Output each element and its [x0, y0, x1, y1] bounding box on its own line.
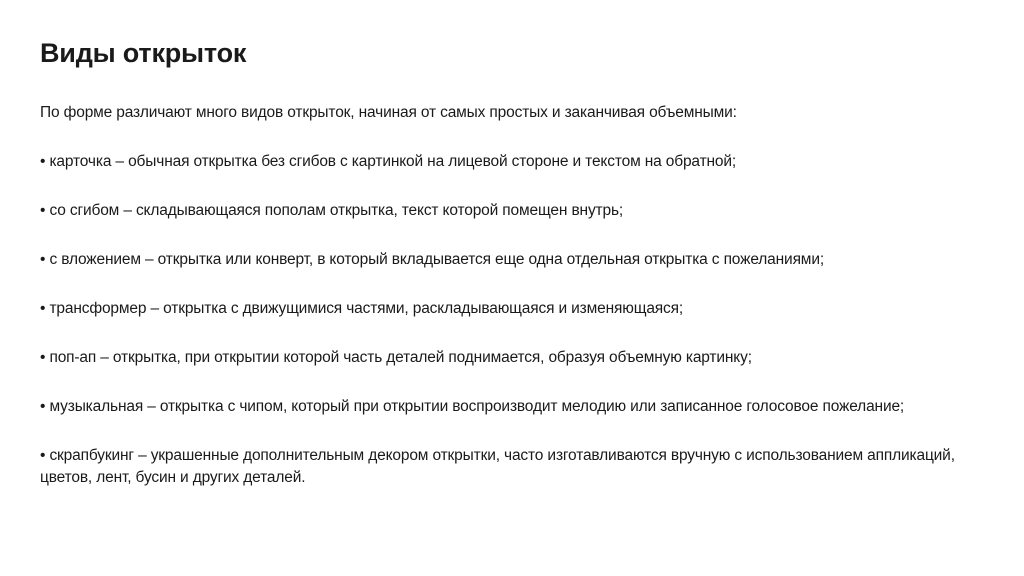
card-types-list	[40, 151, 980, 489]
list-item	[40, 151, 980, 173]
list-item-text: трансформер – открытка с движущимися частями, раскладывающаяся и изменяющаяся;	[49, 300, 684, 317]
list-item-text: поп-ап – открытка, при открытии которой часть деталей поднимается, образуя объемную картинку;	[49, 349, 752, 366]
bullet-icon: •	[40, 202, 46, 219]
slide-title: Виды открыток	[40, 38, 247, 68]
list-item	[40, 249, 980, 271]
list-item-text: со сгибом – складывающаяся пополам открытка, текст которой помещен внутрь;	[49, 202, 624, 219]
list-item-text: скрапбукинг – украшенные дополнительным декором открытки, часто изготавливаются вручную с использованием аппликаций, цветов, лент, бусин и других деталей.	[40, 447, 955, 486]
list-item	[40, 347, 980, 369]
list-item-text: музыкальная – открытка с чипом, который при открытии воспроизводит мелодию или записанное голосовое пожелание;	[49, 398, 905, 415]
slide-content	[40, 102, 980, 516]
bullet-icon: •	[40, 251, 46, 268]
list-item	[40, 298, 980, 320]
list-item	[40, 200, 980, 222]
bullet-icon: •	[40, 349, 46, 366]
intro-paragraph: По форме различают много видов открыток, начиная от самых простых и заканчивая объемными:	[40, 104, 737, 121]
list-item-text: с вложением – открытка или конверт, в который вкладывается еще одна отдельная открытка с пожеланиями;	[49, 251, 824, 268]
list-item	[40, 396, 980, 418]
bullet-icon: •	[40, 300, 46, 317]
list-item-text: карточка – обычная открытка без сгибов с картинкой на лицевой стороне и текстом на обратной;	[49, 153, 737, 170]
bullet-icon: •	[40, 398, 46, 415]
list-item	[40, 445, 980, 489]
bullet-icon: •	[40, 447, 46, 464]
bullet-icon: •	[40, 153, 46, 170]
